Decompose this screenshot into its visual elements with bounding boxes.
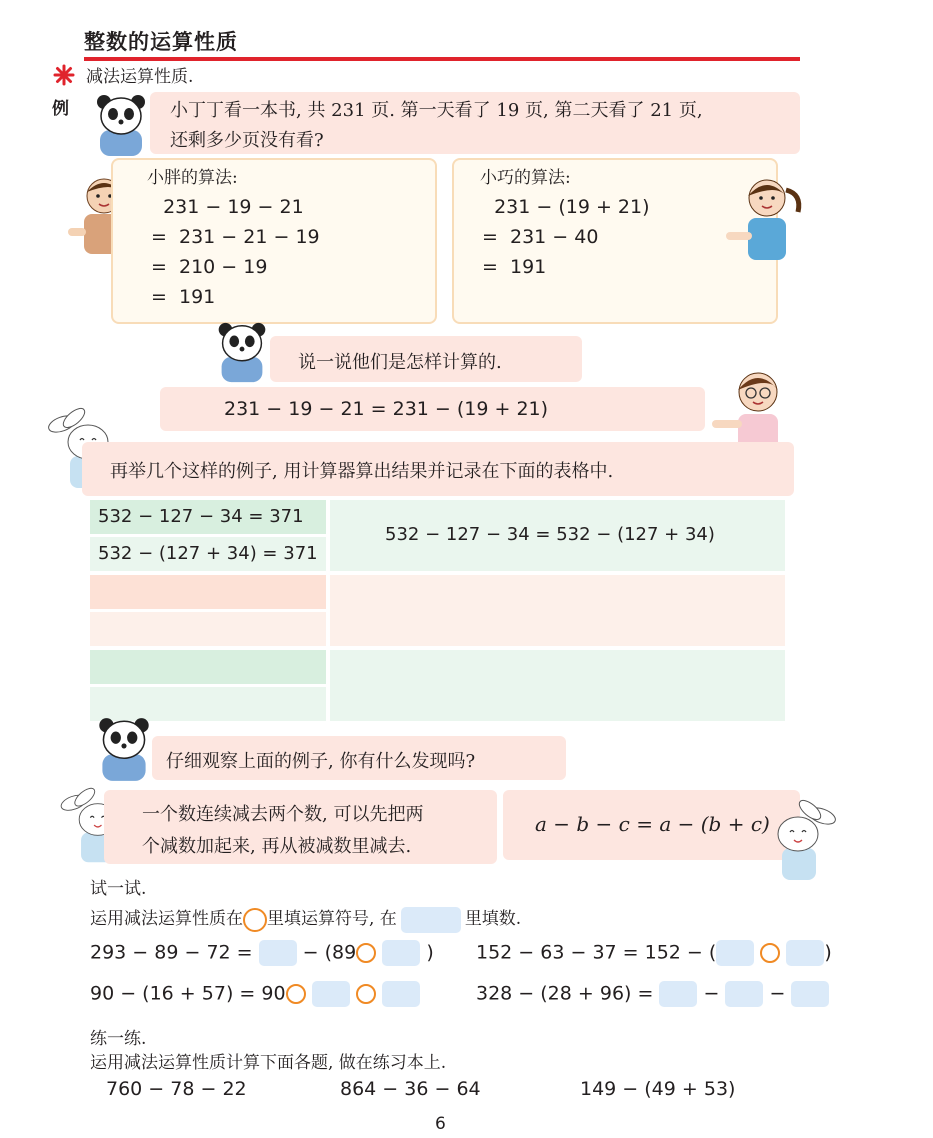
answer-blank[interactable]: [725, 981, 763, 1007]
question-bubble: [150, 92, 800, 154]
answer-blank[interactable]: [382, 981, 420, 1007]
method-right-line-2: = 231 − 40: [482, 226, 599, 248]
observe-text: 仔细观察上面的例子, 你有什么发现吗?: [166, 751, 476, 772]
method-right-line-1: 231 − (19 + 21): [482, 196, 650, 218]
conclusion-formula: a − b − c = a − (b + c): [535, 812, 770, 836]
q1-text-b: − (89: [302, 941, 357, 964]
table-cell: [90, 650, 326, 684]
q2-text-a: 152 − 63 − 37 = 152 − (: [476, 941, 717, 964]
observe-bubble: [152, 736, 566, 780]
answer-blank[interactable]: [716, 940, 754, 966]
method-left-line-4: = 191: [151, 286, 216, 308]
method-right-label: 小巧的算法:: [480, 168, 571, 188]
method-left-line-1: 231 − 19 − 21: [151, 196, 304, 218]
table-cell: [90, 575, 326, 609]
try-instruction-c: 里填数.: [464, 909, 522, 929]
q3-text-a: 90 − (16 + 57) = 90: [90, 982, 286, 1005]
q2-text-b: ): [824, 941, 832, 964]
answer-blank[interactable]: [259, 940, 297, 966]
example-marker: 例: [52, 99, 69, 119]
practice-instruction: 运用减法运算性质计算下面各题, 做在练习本上.: [90, 1053, 447, 1073]
title-underline: [84, 57, 800, 61]
discuss-text: 说一说他们是怎样计算的.: [298, 352, 502, 373]
practice-heading: 练一练.: [90, 1029, 147, 1049]
more-examples-bubble: [82, 442, 794, 496]
answer-blank[interactable]: [382, 940, 420, 966]
table-cell: [90, 537, 326, 571]
answer-blank[interactable]: [791, 981, 829, 1007]
formula-bubble: [503, 790, 800, 860]
answer-blank[interactable]: [312, 981, 350, 1007]
conclusion-line-1: 一个数连续减去两个数, 可以先把两: [142, 804, 424, 825]
table-cell: [330, 575, 785, 646]
more-examples-text: 再举几个这样的例子, 用计算器算出结果并记录在下面的表格中.: [110, 461, 614, 482]
equation-bubble: [160, 387, 705, 431]
answer-circle[interactable]: [760, 943, 780, 963]
method-card-left: [111, 158, 437, 324]
q4-op-2: −: [769, 982, 786, 1005]
page-number: 6: [435, 1114, 446, 1134]
q1-text-a: 293 − 89 − 72 =: [90, 941, 253, 964]
conclusion-line-2: 个减数加起来, 再从被减数里减去.: [142, 836, 412, 857]
method-left-label: 小胖的算法:: [147, 168, 238, 188]
panda-icon: [208, 318, 276, 386]
q4-text-a: 328 − (28 + 96) =: [476, 982, 654, 1005]
answer-circle[interactable]: [356, 984, 376, 1004]
answer-blank[interactable]: [659, 981, 697, 1007]
practice-problem-2: 864 − 36 − 64: [340, 1078, 481, 1100]
panda-icon: [86, 90, 156, 160]
try-instruction: [90, 904, 521, 933]
equation-main: 231 − 19 − 21 = 231 − (19 + 21): [224, 398, 549, 420]
star-icon: [53, 64, 75, 86]
discuss-bubble: [270, 336, 582, 382]
table-cell: [330, 500, 785, 571]
operator-circle: [243, 908, 267, 932]
answer-circle[interactable]: [286, 984, 306, 1004]
try-heading: 试一试.: [90, 879, 147, 899]
question-line-2: 还剩多少页没有看?: [170, 130, 324, 151]
table-cell: [90, 612, 326, 646]
page-title: 整数的运算性质: [84, 30, 238, 54]
table-row1-b: 532 − (127 + 34) = 371: [98, 543, 318, 564]
try-question-2: [476, 940, 832, 966]
answer-circle[interactable]: [356, 943, 376, 963]
try-question-1: [90, 940, 434, 966]
try-question-3: [90, 981, 420, 1007]
method-left-line-3: = 210 − 19: [151, 256, 268, 278]
table-row1-a: 532 − 127 − 34 = 371: [98, 506, 304, 527]
try-instruction-b: 里填运算符号, 在: [267, 909, 397, 929]
bunny-icon: [760, 798, 842, 884]
question-line-1: 小丁丁看一本书, 共 231 页. 第一天看了 19 页, 第二天看了 21 页,: [170, 100, 703, 121]
table-cell: [330, 650, 785, 721]
table-row1-result: 532 − 127 − 34 = 532 − (127 + 34): [385, 524, 715, 545]
try-instruction-a: 运用减法运算性质在: [90, 909, 243, 929]
answer-blank[interactable]: [786, 940, 824, 966]
girl-icon: [722, 168, 812, 264]
practice-problem-3: 149 − (49 + 53): [580, 1078, 736, 1100]
conclusion-bubble: [104, 790, 497, 864]
table-cell: [90, 500, 326, 534]
number-blank: [401, 907, 461, 933]
section-label: 减法运算性质.: [86, 67, 194, 87]
q4-op-1: −: [703, 982, 720, 1005]
practice-problem-1: 760 − 78 − 22: [106, 1078, 247, 1100]
method-right-line-3: = 191: [482, 256, 547, 278]
panda-icon: [88, 713, 160, 785]
method-left-line-2: = 231 − 21 − 19: [151, 226, 320, 248]
try-question-4: [476, 981, 829, 1007]
q1-text-c: ): [426, 941, 434, 964]
